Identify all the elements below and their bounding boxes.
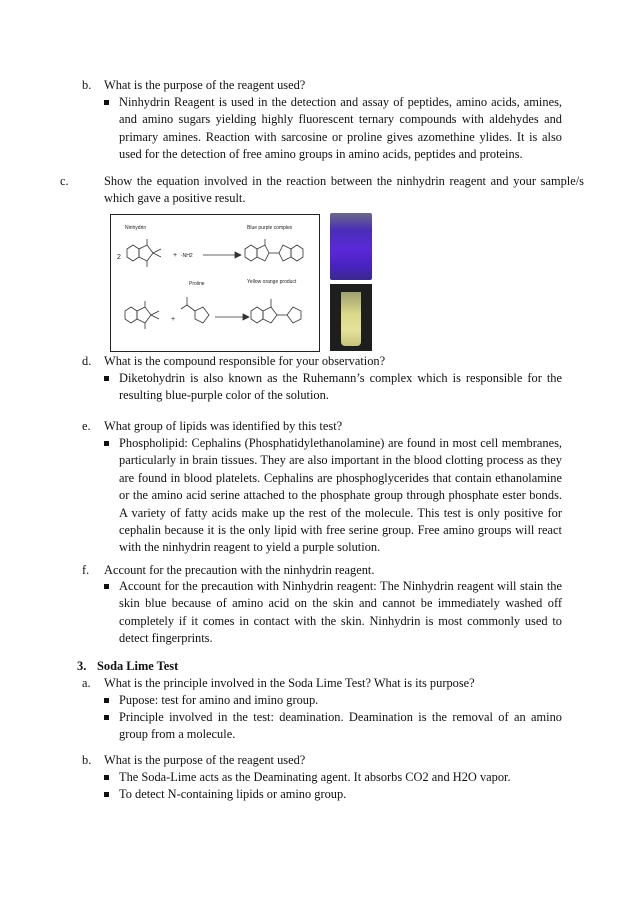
plus-sign: + bbox=[173, 252, 178, 259]
question-label: c. bbox=[60, 174, 69, 188]
bullet-item bbox=[104, 94, 562, 164]
bullet-icon bbox=[104, 698, 109, 703]
question-c bbox=[60, 173, 584, 207]
blue-purple-solution-photo bbox=[330, 213, 372, 280]
reaction-diagram bbox=[111, 215, 319, 351]
bullet-icon bbox=[104, 775, 109, 780]
bullet-text: Phospholipid: Cephalins (Phosphatidylethanolamine) are found in most cell membranes, particularly in brain tissues. They are also important in the blood clotting process as they are found in blood platelets. Cephalins are phosphoglycerides that contain ethanolamine or the amino acid serine attached to the phosphate group through phosphate ester bonds. A variety of fatty acids make up the rest of the molecule. This test is only positive for cephalin because it is the only lipid with free serine group. Free amino groups will react with the ninhydrin reagent to yield a purple solution. bbox=[119, 436, 562, 555]
blue-purple-complex-label: Blue purple complex bbox=[247, 225, 293, 231]
question-label: d. bbox=[82, 354, 92, 368]
bullet-icon bbox=[104, 376, 109, 381]
bullet-item bbox=[104, 786, 562, 803]
question-text: Show the equation involved in the reaction between the ninhydrin reagent and your sample/s which gave a positive result. bbox=[104, 174, 584, 205]
bullet-text: Principle involved in the test: deamination. Deamination is the removal of an amino group from a molecule. bbox=[119, 710, 562, 742]
yellow-solution-photo bbox=[330, 284, 372, 351]
bullet-item bbox=[104, 709, 562, 744]
section-heading bbox=[77, 658, 178, 675]
bullet-item bbox=[104, 769, 562, 786]
bullet-icon bbox=[104, 441, 109, 446]
question-label: f. bbox=[82, 563, 90, 577]
bullet-text: Diketohydrin is also known as the Ruhemann’s complex which is responsible for the resulting blue-purple color of the solution. bbox=[119, 371, 562, 403]
amine-label: -NH2 bbox=[181, 253, 193, 259]
question-3b bbox=[82, 752, 562, 769]
section-number: 3. bbox=[77, 659, 87, 673]
question-text: What is the purpose of the reagent used? bbox=[104, 753, 306, 767]
bullet-text: The Soda-Lime acts as the Deaminating agent. It absorbs CO2 and H2O vapor. bbox=[119, 770, 511, 784]
bullet-icon bbox=[104, 715, 109, 720]
question-text: What is the purpose of the reagent used? bbox=[104, 78, 306, 92]
bullet-item bbox=[104, 435, 562, 557]
bullet-item bbox=[104, 578, 562, 648]
proline-label: Proline bbox=[189, 281, 205, 287]
bullet-icon bbox=[104, 792, 109, 797]
question-text: Account for the precaution with the ninhydrin reagent. bbox=[104, 563, 375, 577]
question-text: What is the principle involved in the Soda Lime Test? What is its purpose? bbox=[104, 676, 475, 690]
ninhydrin-label: Ninhydrin bbox=[125, 225, 147, 231]
bullet-icon bbox=[104, 100, 109, 105]
bullet-item bbox=[104, 692, 562, 709]
plus-sign: + bbox=[171, 316, 176, 323]
bullet-item bbox=[104, 370, 562, 405]
question-label: b. bbox=[82, 78, 92, 92]
proline-ring-shape bbox=[195, 307, 209, 323]
bullet-text: Ninhydrin Reagent is used in the detection and assay of peptides, amino acids, amines, and amino sugars yielding highly fluorescent ternary compounds with aldehydes and primary amines. Reaction with sarcosine or proline gives azomethine ylides. It is also used for the detection of free amino groups in amino acids, peptides and proteins. bbox=[119, 95, 562, 162]
bullet-text: Account for the precaution with Ninhydrin reagent: The Ninhydrin reagent will stain the skin blue because of amino acid on the skin and cannot be immediately washed off completely if it comes in contact with the skin. Ninhydrin is most commonly used to detect fingerprints. bbox=[119, 579, 562, 646]
test-tube bbox=[341, 292, 361, 346]
question-label: b. bbox=[82, 753, 92, 767]
bullet-text: To detect N-containing lipids or amino group. bbox=[119, 787, 347, 801]
benzene-ring-shape bbox=[127, 245, 139, 261]
section-title: Soda Lime Test bbox=[97, 659, 179, 673]
bullet-icon bbox=[104, 584, 109, 589]
question-f bbox=[82, 562, 562, 579]
question-label: a. bbox=[82, 676, 91, 690]
question-text: What group of lipids was identified by this test? bbox=[104, 419, 343, 433]
bullet-text: Pupose: test for amino and imino group. bbox=[119, 693, 319, 707]
reaction-equation-figure bbox=[110, 214, 320, 352]
question-e bbox=[82, 418, 562, 435]
coefficient-label: 2 bbox=[117, 254, 121, 261]
question-3a bbox=[82, 675, 562, 692]
five-ring-shape bbox=[139, 245, 153, 261]
question-b bbox=[82, 77, 562, 94]
question-label: e. bbox=[82, 419, 91, 433]
question-d bbox=[82, 353, 562, 370]
yellow-orange-product-label: Yellow orange product bbox=[247, 279, 297, 285]
question-text: What is the compound responsible for your observation? bbox=[104, 354, 386, 368]
